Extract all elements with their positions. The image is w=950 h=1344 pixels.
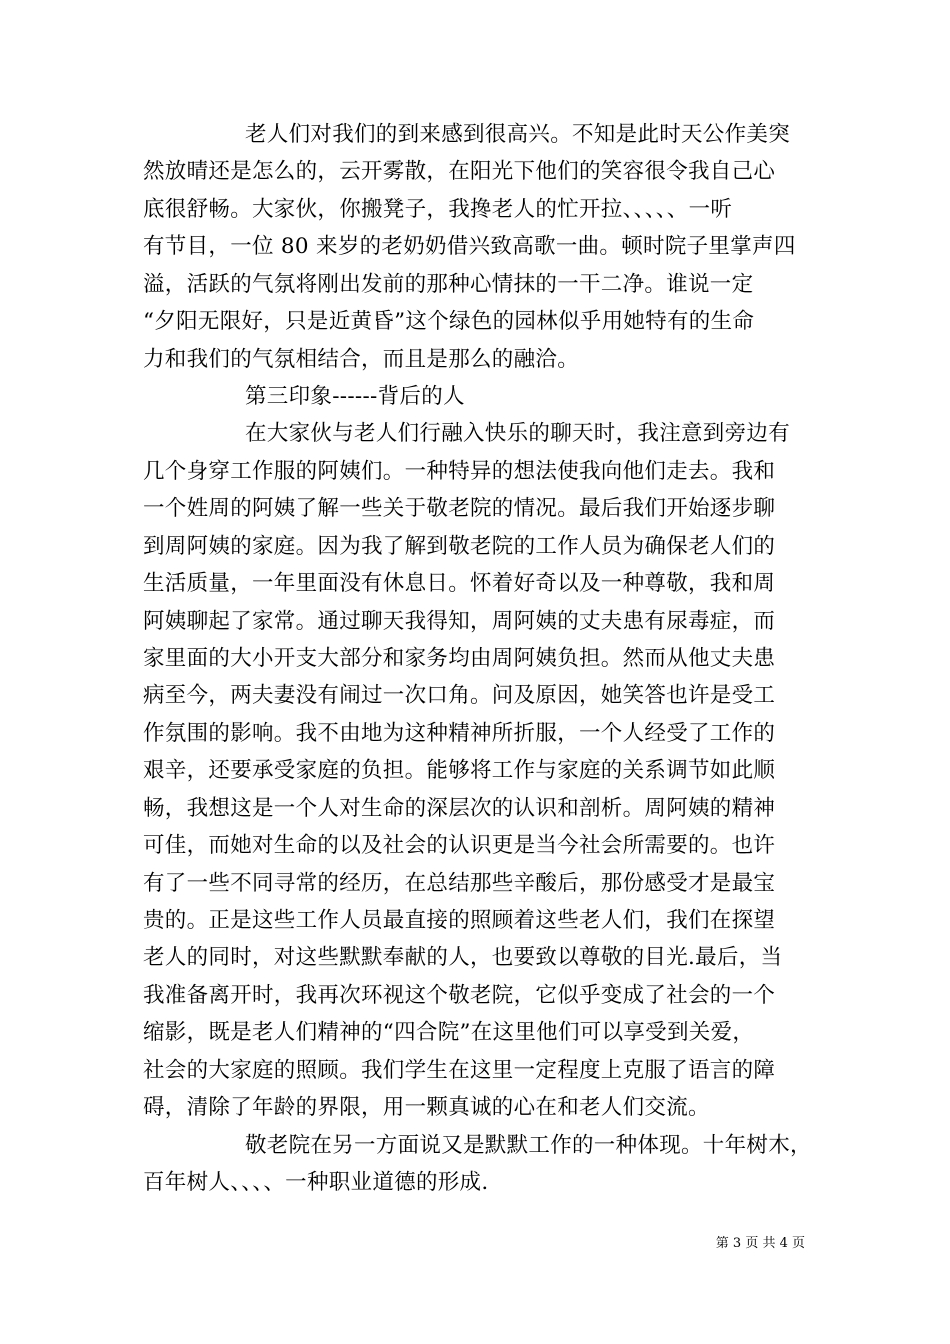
text-line: 百年树人、、、、一种职业道德的形成. xyxy=(143,1170,489,1195)
text-line: 然放晴还是怎么的，云开雾散，在阳光下他们的笑容很令我自己心 xyxy=(143,159,776,184)
text-line: 贵的。正是这些工作人员最直接的照顾着这些老人们，我们在探望 xyxy=(143,908,776,933)
text-line: 畅，我想这是一个人对生命的深层次的认识和剖析。周阿姨的精神 xyxy=(143,796,776,821)
text-line: 几个身穿工作服的阿姨们。一种特异的想法使我向他们走去。我和 xyxy=(143,459,776,484)
text-line: 底很舒畅。大家伙，你搬凳子，我搀老人的忙开拉、、、、、一听 xyxy=(143,197,733,222)
text-line: 病至今，两夫妻没有闹过一次口角。问及原因，她笑答也许是受工 xyxy=(143,683,776,708)
text-line: “夕阳无限好，只是近黄昏”这个绿色的园林似乎用她特有的生命 xyxy=(143,309,755,334)
text-line: 有了一些不同寻常的经历，在总结那些辛酸后，那份感受才是最宝 xyxy=(143,871,776,896)
text-line: 老人们对我们的到来感到很高兴。不知是此时天公作美突 xyxy=(245,122,791,147)
text-line: 阿姨聊起了家常。通过聊天我得知，周阿姨的丈夫患有尿毒症，而 xyxy=(143,609,776,634)
section-heading: 第三印象------背后的人 xyxy=(245,384,465,409)
text-line: 生活质量，一年里面没有休息日。怀着好奇以及一种尊敬，我和周 xyxy=(143,571,776,596)
text-line: 家里面的大小开支大部分和家务均由周阿姨负担。然而从他丈夫患 xyxy=(143,646,776,671)
text-line: 力和我们的气氛相结合，而且是那么的融洽。 xyxy=(143,347,580,372)
text-line: 敬老院在另一方面说又是默默工作的一种体现。十年树木， xyxy=(245,1133,812,1158)
text-line: 可佳，而她对生命的以及社会的认识更是当今社会所需要的。也许 xyxy=(143,833,776,858)
text-line: 缩影，既是老人们精神的“四合院”在这里他们可以享受到关爱， xyxy=(143,1020,755,1045)
page-number-footer: 第 3 页 共 4 页 xyxy=(715,1236,805,1251)
text-line: 老人的同时，对这些默默奉献的人，也要致以尊敬的目光.最后，当 xyxy=(143,945,783,970)
text-line: 在大家伙与老人们行融入快乐的聊天时，我注意到旁边有 xyxy=(245,421,791,446)
text-line: 我准备离开时，我再次环视这个敬老院，它似乎变成了社会的一个 xyxy=(143,983,776,1008)
text-line: 一个姓周的阿姨了解一些关于敬老院的情况。最后我们开始逐步聊 xyxy=(143,496,776,521)
text-line: 社会的大家庭的照顾。我们学生在这里一定程度上克服了语言的障 xyxy=(143,1058,776,1083)
text-line: 作氛围的影响。我不由地为这种精神所折服，一个人经受了工作的 xyxy=(143,721,776,746)
text-line: 碍，清除了年龄的界限，用一颗真诚的心在和老人们交流。 xyxy=(143,1095,710,1120)
text-line: 溢，活跃的气氛将刚出发前的那种心情抹的一干二净。谁说一定 xyxy=(143,272,754,297)
text-line: 到周阿姨的家庭。因为我了解到敬老院的工作人员为确保老人们的 xyxy=(143,534,776,559)
text-line: 有节目，一位 80 来岁的老奶奶借兴致高歌一曲。顿时院子里掌声四 xyxy=(143,234,796,259)
text-line: 艰辛，还要承受家庭的负担。能够将工作与家庭的关系调节如此顺 xyxy=(143,758,776,783)
